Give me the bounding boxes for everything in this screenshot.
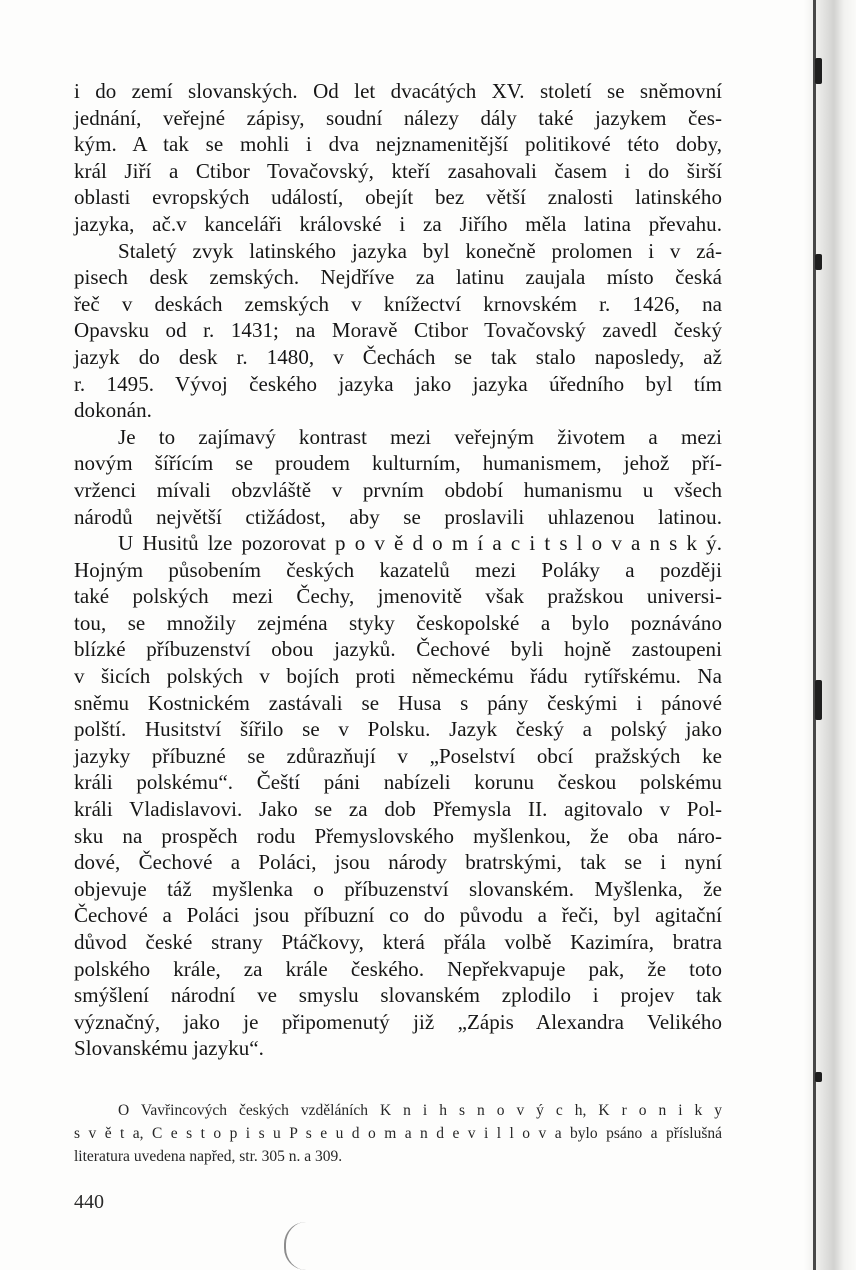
footnote — [74, 1099, 722, 1168]
text-line: důvod české strany Ptáčkovy, která přála volbě Kazimíra, bratra — [74, 930, 722, 954]
text-line: Hojným působením českých kazatelů mezi Poláky a později — [74, 557, 722, 582]
text-line: v šicích polských v bojích proti německému řádu rytířskému. Na — [74, 664, 722, 689]
text-line: i do zemí slovanských. Od let dvacátých XV. století se sněmovní — [74, 79, 722, 103]
binding-mark — [815, 1072, 822, 1082]
footnote-line: s v ě t a, C e s t o p i s u P s e u d o m a n d e v i l l o v a bylo psáno a příslušná — [74, 1125, 722, 1142]
main-text — [74, 78, 722, 1062]
text-line: sku na prospěch rodu Přemyslovského myšlenkou, že oba náro- — [74, 823, 722, 848]
text-line: Staletý zvyk latinského jazyka byl konečně prolomen i v zá- — [118, 238, 722, 263]
page-gutter-shadow — [804, 0, 856, 1270]
binding-mark — [815, 58, 822, 84]
binding-mark — [815, 680, 822, 720]
text-line: Čechové a Poláci jsou příbuzní co do původu a řeči, byl agitační — [74, 903, 722, 928]
text-line: novým šířícím se proudem kulturním, humanismem, jehož pří- — [74, 451, 722, 476]
text-line: kým. A tak se mohli i dva nejznamenitější politikové této doby, — [74, 132, 722, 157]
text-line: Opavsku od r. 1431; na Moravě Ctibor Tovačovský zavedl český — [74, 318, 722, 343]
text-line: král Jiří a Ctibor Tovačovský, kteří zasahovali časem i do širší — [74, 158, 722, 183]
text-line: králi Vladislavovi. Jako se za dob Přemysla II. agitovalo v Pol- — [74, 797, 722, 822]
text-line: Slovanskému jazyku“. — [74, 1036, 264, 1061]
text-line: polského krále, za krále českého. Nepřekvapuje pak, že toto — [74, 956, 722, 981]
text-line: objevuje táž myšlenka o příbuzenství slovanském. Myšlenka, že — [74, 876, 722, 901]
text-line: tou, se množily zejména styky českopolské a bylo poznáváno — [74, 610, 722, 635]
footnote-line: literatura uvedena napřed, str. 305 n. a 309. — [74, 1148, 343, 1165]
text-line: oblasti evropských událostí, obejít bez větší znalosti latinského — [74, 185, 722, 210]
text-line: také polských mezi Čechy, jmenovitě však pražskou universi- — [74, 584, 722, 609]
text-line: národů největší ctižádost, aby se proslavili uhlazenou latinou. — [74, 504, 722, 529]
text-line: polští. Husitství šířilo se v Polsku. Jazyk český a polský jako — [74, 717, 722, 742]
binding-mark — [815, 254, 822, 270]
text-line: jazyky příbuzné se zdůrazňují v „Poselství obcí pražských ke — [74, 743, 722, 768]
text-line: r. 1495. Vývoj českého jazyka jako jazyka úředního byl tím — [74, 371, 722, 396]
paper-curl — [284, 1222, 308, 1270]
text-line: sněmu Kostnickém zastávali se Husa s pány českými i pánové — [74, 690, 722, 715]
text-line: dokonán. — [74, 398, 152, 423]
text-line: králi polskému“. Čeští páni nabízeli korunu českou polskému — [74, 770, 722, 795]
page-number: 440 — [74, 1191, 104, 1213]
text-line: blízké příbuzenství obou jazyků. Čechové byli hojně zastoupeni — [74, 637, 722, 662]
text-line: Je to zajímavý kontrast mezi veřejným životem a mezi — [118, 424, 722, 449]
text-line: jazyk do desk r. 1480, v Čechách se tak stalo naposledy, až — [74, 344, 722, 369]
text-line: smýšlení národní ve smyslu slovanském zplodilo i projev tak — [74, 983, 722, 1008]
text-line: dové, Čechové a Poláci, jsou národy bratrskými, tak se i nyní — [74, 850, 722, 875]
text-line: řeč v deskách zemských v knížectví krnovském r. 1426, na — [74, 291, 722, 316]
text-line: jednání, veřejné zápisy, soudní nálezy dály také jazykem čes- — [74, 105, 722, 130]
text-line: jazyka, ač.v kanceláři královské i za Jiřího měla latina převahu. — [74, 211, 722, 236]
text-line: pisech desk zemských. Nejdříve za latinu zaujala místo česká — [74, 265, 722, 290]
footnote-line: O Vavřincových českých vzděláních K n i h s n o v ý c h, K r o n i k y — [118, 1102, 722, 1119]
text-line: U Husitů lze pozorovat p o v ě d o m í a c i t s l o v a n s k ý. — [118, 531, 722, 556]
text-line: vrženci mívali obzvláště v prvním období humanismu u všech — [74, 477, 722, 502]
text-line: význačný, jako je připomenutý již „Zápis Alexandra Velikého — [74, 1009, 722, 1034]
